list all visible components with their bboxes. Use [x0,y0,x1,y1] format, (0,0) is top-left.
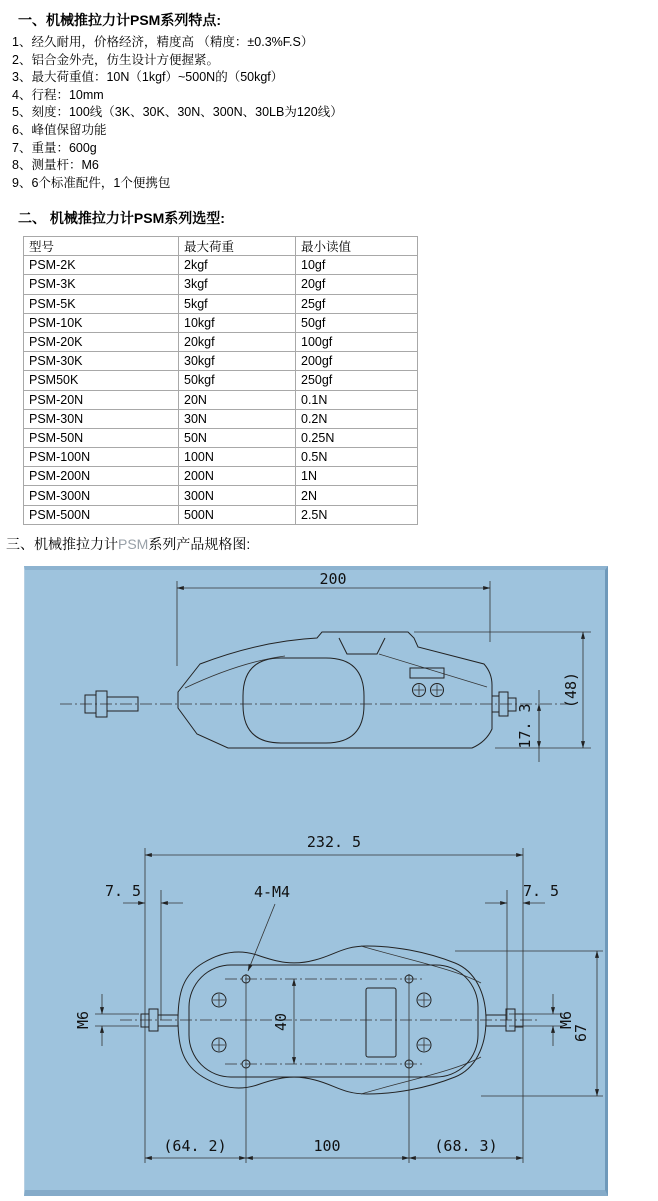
feature-item: 8、测量杆：M6 [12,158,99,173]
dim-67-label: 67 [572,1023,590,1043]
table-cell: 30kgf [179,352,296,371]
table-cell: 200gf [296,352,418,371]
dim-173-label: 17. 3 [516,703,534,749]
feature-item: 7、重量：600g [12,140,97,155]
table-cell: PSM-20N [24,390,179,409]
table-cell: PSM-30N [24,409,179,428]
table-cell: 20kgf [179,332,296,351]
table-cell: 300N [179,486,296,505]
dim-2325-label: 232. 5 [306,833,362,851]
table-cell: 200N [179,467,296,486]
table-cell: 2.5N [296,505,418,524]
table-cell: PSM-50N [24,428,179,447]
dim-75-right-label: 7. 5 [522,882,560,900]
table-cell: 50gf [296,313,418,332]
dim-683-label: (68. 3) [434,1137,498,1155]
dim-40-label: 40 [272,1012,290,1032]
table-row [24,352,418,371]
side-grip-panel [243,658,364,743]
table-row [24,294,418,313]
spec-title-suffix: 系列产品规格图: [148,536,251,552]
column-header-max-load: 最大荷重 [179,237,296,256]
side-cap-notch [339,638,385,654]
table-cell: PSM-300N [24,486,179,505]
bottom-label-plate [366,988,396,1057]
table-cell: PSM-10K [24,313,179,332]
feature-item: 4、行程：10mm [12,87,104,102]
table-row [24,256,418,275]
m6-right-label: M6 [557,1010,575,1030]
table-cell: 30N [179,409,296,428]
table-row [24,467,418,486]
table-row [24,428,418,447]
table-cell: 3kgf [179,275,296,294]
holes-4m4-leader [248,904,275,971]
feature-item: 1、经久耐用，价格经济，精度高 （精度：±0.3%F.S） [12,35,314,49]
spec-title-prefix: 三、机械推拉力计 [6,536,118,552]
table-cell: PSM-30K [24,352,179,371]
table-header-row [24,237,418,256]
spec-diagram-svg [25,570,605,1190]
model-selection-table [23,236,418,525]
feature-item: 3、最大荷重值：10N（1kgf）~500N的（50kgf） [12,70,284,85]
table-cell: 0.5N [296,448,418,467]
bottom-inner-face [189,965,478,1077]
table-cell: 5kgf [179,294,296,313]
table-cell: 250gf [296,371,418,390]
feature-item: 5、刻度：100线（3K、30K、30N、300N、30LB为120线） [12,105,343,120]
selection-title: 二、 机械推拉力计PSM系列选型: [18,210,225,226]
table-cell: 0.25N [296,428,418,447]
side-screws [413,684,444,697]
feature-item: 9、6个标准配件，1个便携包 [12,175,171,190]
table-cell: 1N [296,467,418,486]
features-title: 一、机械推拉力计PSM系列特点: [18,12,221,28]
spec-title [6,534,250,554]
table-row [24,505,418,524]
dim-642-label: (64. 2) [163,1137,227,1155]
table-cell: PSM-100N [24,448,179,467]
table-row [24,409,418,428]
spec-table-body [24,256,418,525]
feature-item: 2、铝合金外壳，仿生设计方便握紧。 [12,52,219,67]
bottom-view-drawing [74,833,603,1163]
bottom-screws [212,993,431,1052]
side-plate [410,668,444,678]
table-cell: PSM-200N [24,467,179,486]
table-cell: 100N [179,448,296,467]
table-cell: PSM-500N [24,505,179,524]
table-row [24,448,418,467]
features-list [12,34,343,192]
m4-holes [242,975,413,1068]
table-cell: PSM50K [24,371,179,390]
table-cell: 10kgf [179,313,296,332]
table-cell: 0.2N [296,409,418,428]
side-body-contour [185,656,285,688]
spec-title-keyword: PSM [118,536,149,552]
table-cell: 500N [179,505,296,524]
table-cell: PSM-2K [24,256,179,275]
side-ridge-line [379,654,487,687]
table-row [24,390,418,409]
spec-diagram [24,566,608,1196]
table-cell: 20gf [296,275,418,294]
table-cell: 50N [179,428,296,447]
table-cell: 2N [296,486,418,505]
table-cell: PSM-20K [24,332,179,351]
column-header-model: 型号 [24,237,179,256]
dim-48-label: (48) [562,671,580,709]
side-body-outline [178,632,492,748]
table-cell: 10gf [296,256,418,275]
table-cell: 100gf [296,332,418,351]
bottom-grip-contour-bottom [361,1057,481,1094]
side-view-drawing [60,570,591,762]
table-cell: PSM-3K [24,275,179,294]
column-header-min-reading: 最小读值 [296,237,418,256]
dim-75-left-label: 7. 5 [104,882,142,900]
table-cell: PSM-5K [24,294,179,313]
table-cell: 2kgf [179,256,296,275]
table-cell: 20N [179,390,296,409]
table-row [24,313,418,332]
table-row [24,486,418,505]
table-row [24,275,418,294]
feature-item: 6、峰值保留功能 [12,122,107,137]
m6-left-label: M6 [74,1010,92,1030]
table-cell: 25gf [296,294,418,313]
table-row [24,371,418,390]
table-row [24,332,418,351]
dim-200-label: 200 [319,570,347,588]
table-cell: 50kgf [179,371,296,390]
dim-100-label: 100 [313,1137,341,1155]
table-cell: 0.1N [296,390,418,409]
holes-4m4-label: 4-M4 [253,883,291,901]
